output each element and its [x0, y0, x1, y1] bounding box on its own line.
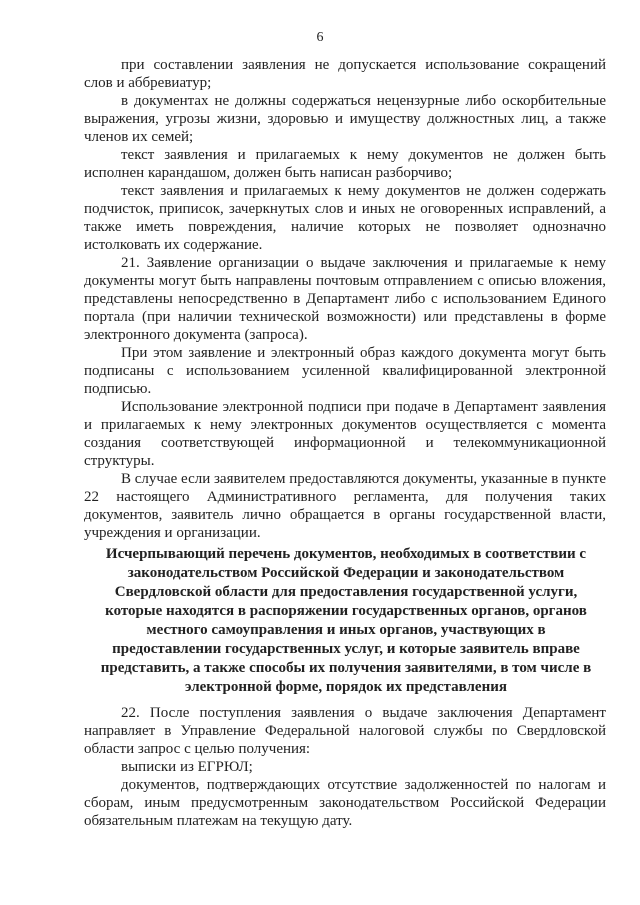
paragraph: 22. После поступления заявления о выдаче заключения Департамент направляет в Управление Федеральной налоговой службы по Свердловской области запрос с целью получения: [84, 705, 606, 757]
paragraph: документов, подтверждающих отсутствие задолженностей по налогам и сборам, иным предусмотренным законодательством Российской Федерации обязательным платежам на текущую дату. [84, 777, 606, 829]
paragraph: выписки из ЕГРЮЛ; [121, 759, 253, 775]
paragraph: при составлении заявления не допускается использование сокращений слов и аббревиатур; [84, 57, 606, 91]
paragraph: текст заявления и прилагаемых к нему документов не должен быть исполнен карандашом, должен быть написан разборчиво; [84, 147, 606, 181]
paragraph: Использование электронной подписи при подаче в Департамент заявления и прилагаемых к нему электронных документов осуществляется с момента создания соответствующей информационной и телекоммуникационной структуры. [84, 399, 606, 469]
paragraph: В случае если заявителем предоставляются документы, указанные в пункте 22 настоящего Административного регламента, для получения таких документов, заявитель лично обращается в органы государственной власти, учреждения и организации. [84, 471, 606, 541]
section-heading: Исчерпывающий перечень документов, необходимых в соответствии с законодательством Российской Федерации и законодательством Свердловской области для предоставления государственной услуги, которые находятся в распоряжении государственных органов, органов местного самоуправления и иных органов, участвующих в предоставлении государственных услуг, и которые заявитель вправе представить, а также способы их получения заявителями, в том числе в электронной форме, порядок их представления [100, 546, 592, 695]
paragraph: в документах не должны содержаться нецензурные либо оскорбительные выражения, угрозы жизни, здоровью и имуществу должностных лиц, а также членов их семей; [84, 93, 606, 145]
body-text-bottom [84, 704, 606, 830]
paragraph: 21. Заявление организации о выдаче заключения и прилагаемые к нему документы могут быть направлены почтовым отправлением с описью вложения, представлены непосредственно в Департамент либо с использованием Единого портала (при наличии технической возможности) или представлены в форме электронного документа (запроса). [84, 255, 606, 343]
paragraph: При этом заявление и электронный образ каждого документа могут быть подписаны с использованием усиленной квалифицированной электронной подписью. [84, 345, 606, 397]
body-text-top [84, 56, 606, 542]
page-number: 6 [316, 30, 324, 45]
paragraph: текст заявления и прилагаемых к нему документов не должен содержать подчисток, приписок, зачеркнутых слов и иных не оговоренных исправлений, а также иметь повреждения, наличие которых не позволяет однозначно истолковать их содержание. [84, 183, 606, 253]
